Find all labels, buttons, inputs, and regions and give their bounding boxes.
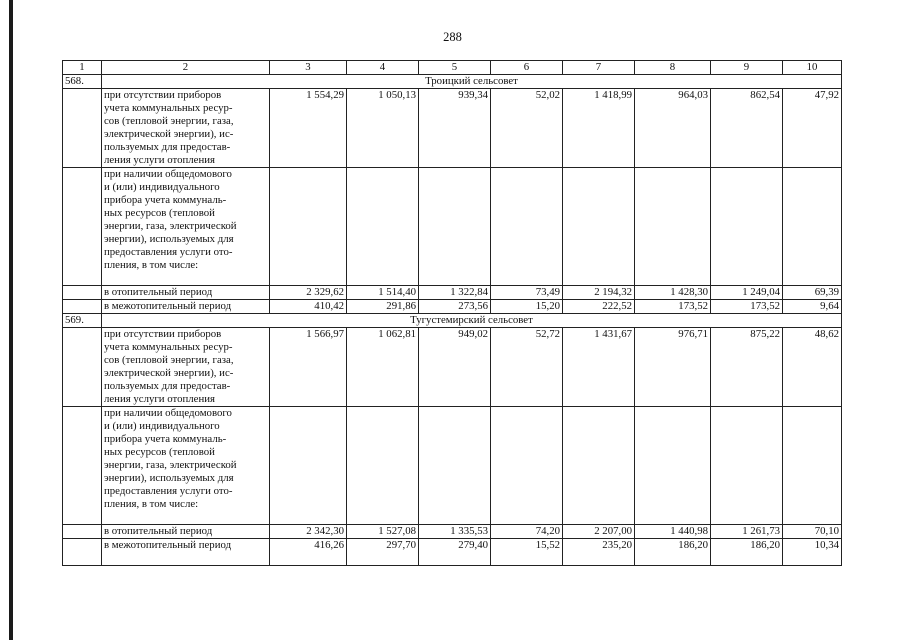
value-cell: 1 527,08 (347, 525, 419, 539)
number-cell (63, 286, 102, 300)
column-header: 10 (783, 61, 842, 75)
value-cell: 52,72 (491, 328, 563, 407)
value-cell: 1 062,81 (347, 328, 419, 407)
table-row (63, 300, 842, 314)
value-cell (419, 168, 491, 286)
value-cell: 964,03 (635, 89, 711, 168)
number-cell (63, 328, 102, 407)
value-cell: 949,02 (419, 328, 491, 407)
section-header-row (63, 314, 842, 328)
value-cell: 939,34 (419, 89, 491, 168)
value-cell: 976,71 (635, 328, 711, 407)
column-header: 7 (563, 61, 635, 75)
value-cell (783, 407, 842, 525)
value-cell: 48,62 (783, 328, 842, 407)
column-header: 1 (63, 61, 102, 75)
value-cell: 291,86 (347, 300, 419, 314)
value-cell: 1 322,84 (419, 286, 491, 300)
value-cell (347, 407, 419, 525)
number-cell (63, 407, 102, 525)
column-header: 4 (347, 61, 419, 75)
value-cell: 1 566,97 (270, 328, 347, 407)
value-cell: 1 335,53 (419, 525, 491, 539)
value-cell: 173,52 (635, 300, 711, 314)
value-cell: 1 050,13 (347, 89, 419, 168)
section-name: Тугустемирский сельсовет (102, 314, 842, 328)
value-cell (491, 168, 563, 286)
value-cell: 70,10 (783, 525, 842, 539)
value-cell: 410,42 (270, 300, 347, 314)
page-number: 288 (443, 30, 462, 44)
value-cell: 74,20 (491, 525, 563, 539)
section-name: Троицкий сельсовет (102, 75, 842, 89)
column-header: 8 (635, 61, 711, 75)
value-cell (635, 407, 711, 525)
number-cell (63, 525, 102, 539)
value-cell: 10,34 (783, 539, 842, 566)
value-cell: 279,40 (419, 539, 491, 566)
column-header-row (63, 61, 842, 75)
value-cell (270, 168, 347, 286)
column-header: 2 (102, 61, 270, 75)
table-row (63, 525, 842, 539)
value-cell: 186,20 (635, 539, 711, 566)
value-cell: 2 342,30 (270, 525, 347, 539)
value-cell: 1 261,73 (711, 525, 783, 539)
value-cell: 2 194,32 (563, 286, 635, 300)
value-cell: 875,22 (711, 328, 783, 407)
table-row (63, 407, 842, 525)
row-label: в отопительный период (102, 286, 270, 300)
value-cell (783, 168, 842, 286)
section-number: 568. (63, 75, 102, 89)
value-cell (635, 168, 711, 286)
column-header: 3 (270, 61, 347, 75)
table-row (63, 286, 842, 300)
value-cell: 2 329,62 (270, 286, 347, 300)
value-cell: 15,20 (491, 300, 563, 314)
value-cell: 1 249,04 (711, 286, 783, 300)
value-cell: 2 207,00 (563, 525, 635, 539)
value-cell: 235,20 (563, 539, 635, 566)
value-cell (563, 407, 635, 525)
row-label: в межотопительный период (102, 300, 270, 314)
value-cell: 222,52 (563, 300, 635, 314)
column-header: 6 (491, 61, 563, 75)
value-cell (491, 407, 563, 525)
section-number: 569. (63, 314, 102, 328)
value-cell: 862,54 (711, 89, 783, 168)
value-cell: 1 554,29 (270, 89, 347, 168)
row-label: в межотопительный период (102, 539, 270, 566)
page-left-border (9, 0, 13, 640)
value-cell (347, 168, 419, 286)
value-cell (711, 168, 783, 286)
value-cell: 9,64 (783, 300, 842, 314)
table-row (63, 89, 842, 168)
value-cell: 73,49 (491, 286, 563, 300)
value-cell: 297,70 (347, 539, 419, 566)
number-cell (63, 89, 102, 168)
value-cell: 52,02 (491, 89, 563, 168)
row-label: при наличии общедомового и (или) индивидуального прибора учета коммуналь- ных ресурсов (тепловой энергии, газа, электрической энергии), используемых для предоставления услуги ото- пления, в том числе: (102, 407, 270, 525)
value-cell: 1 428,30 (635, 286, 711, 300)
table-row (63, 168, 842, 286)
section-header-row (63, 75, 842, 89)
value-cell: 186,20 (711, 539, 783, 566)
column-header: 9 (711, 61, 783, 75)
number-cell (63, 168, 102, 286)
value-cell (563, 168, 635, 286)
value-cell: 273,56 (419, 300, 491, 314)
column-header: 5 (419, 61, 491, 75)
value-cell: 1 431,67 (563, 328, 635, 407)
tariff-table (62, 60, 842, 566)
value-cell: 15,52 (491, 539, 563, 566)
value-cell: 1 440,98 (635, 525, 711, 539)
value-cell (711, 407, 783, 525)
row-label: при наличии общедомового и (или) индивидуального прибора учета коммуналь- ных ресурсов (тепловой энергии, газа, электрической энергии), используемых для предоставления услуги ото- пления, в том числе: (102, 168, 270, 286)
value-cell: 173,52 (711, 300, 783, 314)
number-cell (63, 539, 102, 566)
value-cell (270, 407, 347, 525)
table-row (63, 539, 842, 566)
table-row (63, 328, 842, 407)
row-label: при отсутствии приборов учета коммунальных ресур- сов (тепловой энергии, газа, электрической энергии), ис- пользуемых для предостав- ления услуги отопления (102, 89, 270, 168)
value-cell: 1 418,99 (563, 89, 635, 168)
value-cell: 69,39 (783, 286, 842, 300)
value-cell: 416,26 (270, 539, 347, 566)
value-cell (419, 407, 491, 525)
value-cell: 1 514,40 (347, 286, 419, 300)
value-cell: 47,92 (783, 89, 842, 168)
number-cell (63, 300, 102, 314)
row-label: в отопительный период (102, 525, 270, 539)
row-label: при отсутствии приборов учета коммунальных ресур- сов (тепловой энергии, газа, электрической энергии), ис- пользуемых для предостав- ления услуги отопления (102, 328, 270, 407)
